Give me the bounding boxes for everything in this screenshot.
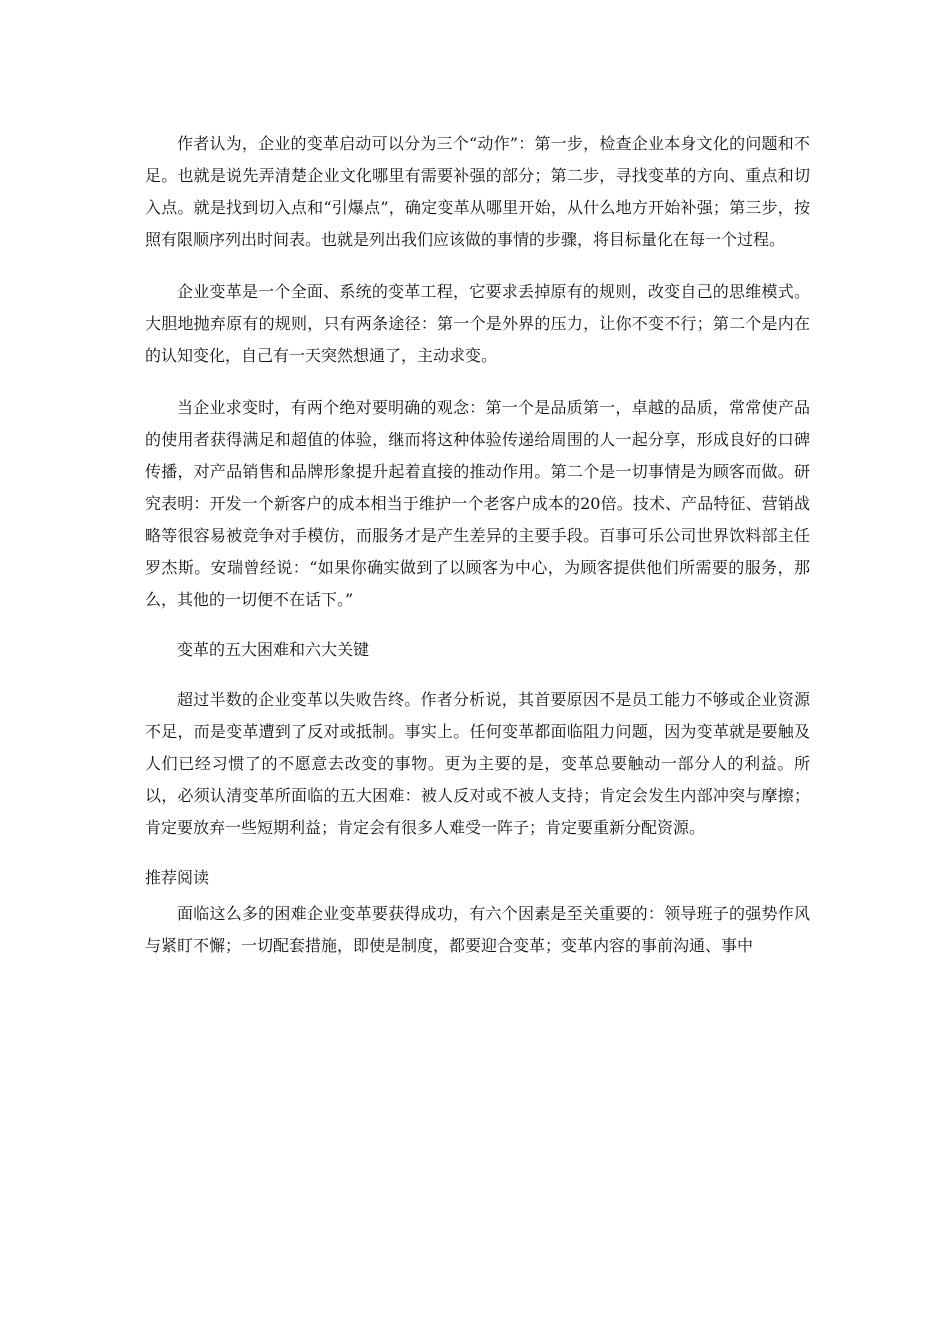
document-page xyxy=(145,128,810,962)
section-heading: 变革的五大困难和六大关键 xyxy=(177,640,370,659)
paragraph-change-steps: 作者认为，企业的变革启动可以分为三个“动作”：第一步，检查企业本身文化的问题和不足。也就是说先弄清楚企业文化哪里有需要补强的部分；第二步，寻找变革的方向、重点和切入点。就是找到切入点和“引爆点”，确定变革从哪里开始，从什么地方开始补强；第三步，按照有限顺序列出时间表。也就是列出我们应该做的事情的步骤，将目标量化在每一个过程。 xyxy=(145,134,810,249)
paragraph-quality-customer: 当企业求变时，有两个绝对要明确的观念：第一个是品质第一，卓越的品质，常常使产品的使用者获得满足和超值的体验，继而将这种体验传递给周围的人一起分享，形成良好的口碑传播，对产品销售和品牌形象提升起着直接的推动作用。第二个是一切事情是为顾客而做。研究表明：开发一个新客户的成本相当于维护一个老客户成本的20倍。技术、产品特征、营销战略等很容易被竞争对手模仿，而服务才是产生差异的主要手段。百事可乐公司世界饮料部主任罗杰斯。安瑞曾经说：“如果你确实做到了以顾客为中心，为顾客提供他们所需要的服务，那么，其他的一切便不在话下。” xyxy=(145,398,810,609)
recommended-reading-label: 推荐阅读 xyxy=(145,868,210,887)
paragraph-five-difficulties: 超过半数的企业变革以失败告终。作者分析说，其首要原因不是员工能力不够或企业资源不足，而是变革遭到了反对或抵制。事实上。任何变革都面临阻力问题，因为变革就是要触及人们已经习惯了的不愿意去改变的事物。更为主要的是，变革总要触动一部分人的利益。所以，必须认清变革所面临的五大困难：被人反对或不被人支持；肯定会发生内部冲突与摩擦；肯定要放弃一些短期利益；肯定会有很多人难受一阵子；肯定要重新分配资源。 xyxy=(145,690,810,837)
paragraph-six-keys: 面临这么多的困难企业变革要获得成功，有六个因素是至关重要的：领导班子的强势作风与紧盯不懈；一切配套措施，即使是制度，都要迎合变革；变革内容的事前沟通、事中 xyxy=(145,904,810,955)
paragraph-change-engineering: 企业变革是一个全面、系统的变革工程，它要求丢掉原有的规则，改变自己的思维模式。大胆地抛弃原有的规则，只有两条途径：第一个是外界的压力，让你不变不行；第二个是内在的认知变化，自己有一天突然想通了，主动求变。 xyxy=(145,282,810,365)
